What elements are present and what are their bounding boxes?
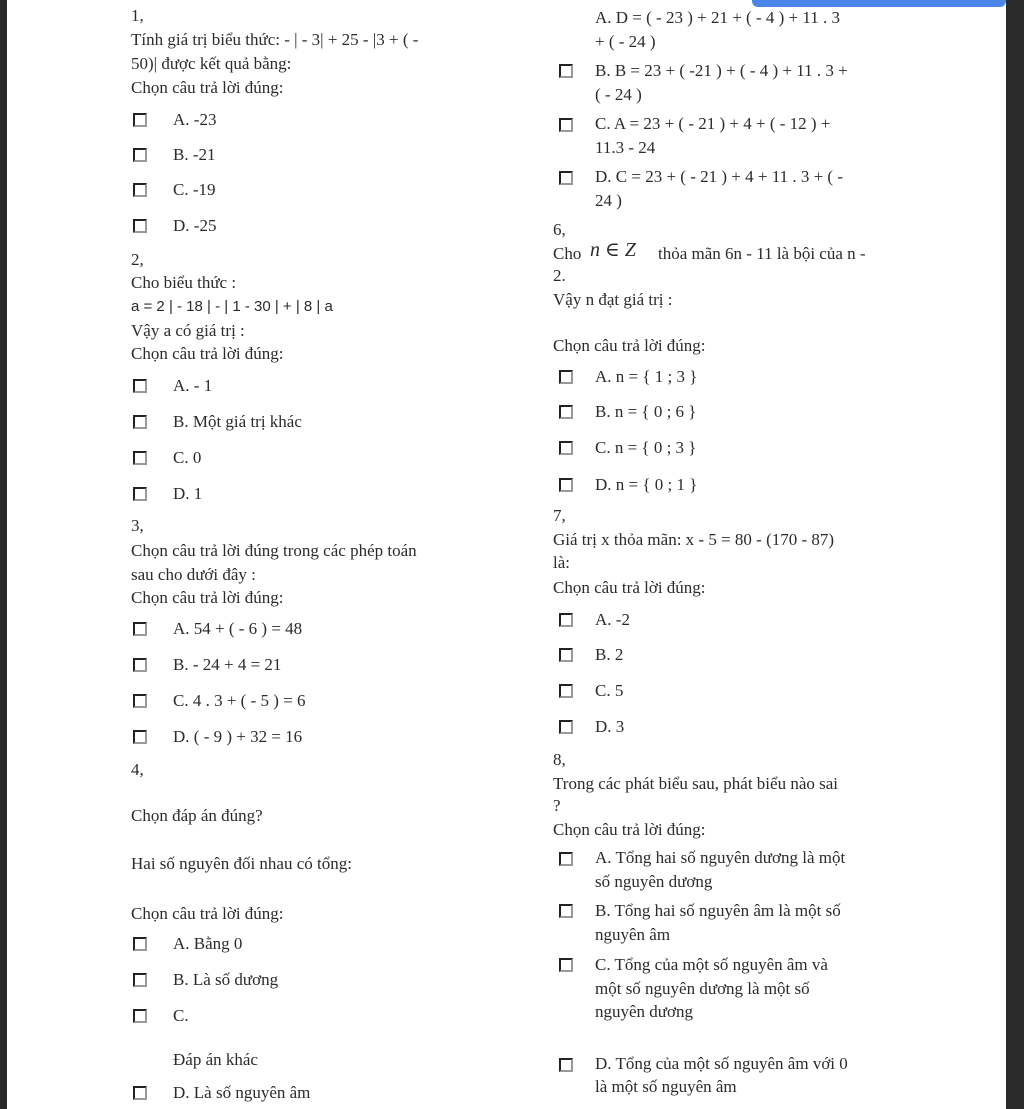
question-stem: Giá trị x thỏa mãn: x - 5 = 80 - (170 - 87)	[553, 530, 835, 549]
question-number: 4,	[131, 760, 144, 779]
option-a-checkbox[interactable]	[133, 379, 147, 393]
option-d-checkbox[interactable]	[559, 171, 573, 185]
option-c-checkbox[interactable]	[559, 684, 573, 698]
question-number: 2,	[131, 250, 144, 269]
option-d-checkbox[interactable]	[133, 1086, 147, 1100]
option-d-label-cont: là một số nguyên âm	[595, 1077, 737, 1096]
answer-prompt: Chọn câu trả lời đúng:	[131, 344, 284, 363]
option-d-label: D. n = { 0 ; 1 }	[595, 475, 698, 494]
option-b-label: B. Một giá trị khác	[173, 412, 302, 431]
option-b-label-cont: nguyên âm	[595, 925, 671, 944]
option-a-checkbox[interactable]	[559, 370, 573, 384]
option-b-checkbox[interactable]	[133, 973, 147, 987]
option-b-checkbox[interactable]	[559, 64, 573, 78]
option-b-checkbox[interactable]	[133, 415, 147, 429]
option-d-label: D. -25	[173, 216, 217, 235]
option-a-checkbox[interactable]	[559, 613, 573, 627]
answer-prompt: Chọn câu trả lời đúng:	[131, 904, 284, 923]
answer-prompt: Chọn câu trả lời đúng:	[553, 336, 706, 355]
option-c-checkbox[interactable]	[133, 694, 147, 708]
option-b-label: B. n = { 0 ; 6 }	[595, 402, 697, 421]
option-d-label: D. Tổng của một số nguyên âm với 0	[595, 1054, 848, 1073]
option-a-checkbox[interactable]	[559, 852, 573, 866]
option-b-checkbox[interactable]	[559, 904, 573, 918]
question-stem: Cho biểu thức :	[131, 273, 237, 292]
option-b-label-cont: ( - 24 )	[595, 85, 642, 104]
option-b-label: B. - 24 + 4 = 21	[173, 655, 282, 674]
question-number: 6,	[553, 220, 566, 239]
option-d-label: D. C = 23 + ( - 21 ) + 4 + 11 . 3 + ( -	[595, 167, 843, 186]
option-c-label-cont: nguyên dương	[595, 1002, 693, 1021]
option-a-label: A. Bằng 0	[173, 934, 243, 953]
question-stem: sau cho dưới đây :	[131, 565, 256, 584]
option-a-label: A. -23	[173, 110, 217, 129]
option-a-label-cont: + ( - 24 )	[595, 32, 656, 51]
question-stem: 50)| được kết quả bằng:	[131, 54, 292, 73]
option-b-label: B. Là số dương	[173, 970, 279, 989]
question-stem: Trong các phát biểu sau, phát biểu nào sai	[553, 774, 838, 793]
math-n-in-z: n ∈ Z	[590, 239, 636, 261]
option-a-label: A. - 1	[173, 376, 213, 395]
option-b-checkbox[interactable]	[559, 405, 573, 419]
answer-prompt: Chọn câu trả lời đúng:	[131, 588, 284, 607]
option-c-checkbox[interactable]	[133, 451, 147, 465]
option-a-checkbox[interactable]	[133, 113, 147, 127]
question-number: 8,	[553, 750, 566, 769]
option-c-label-cont: một số nguyên dương là một số	[595, 979, 810, 998]
question-stem: ?	[553, 796, 561, 815]
option-a-checkbox[interactable]	[133, 622, 147, 636]
answer-prompt: Chọn câu trả lời đúng:	[553, 578, 706, 597]
question-number: 7,	[553, 506, 566, 525]
option-d-label: D. ( - 9 ) + 32 = 16	[173, 727, 303, 746]
top-scrollbar[interactable]	[752, 0, 1006, 7]
question-stem: Chọn đáp án đúng?	[131, 806, 263, 825]
question-stem: Hai số nguyên đối nhau có tổng:	[131, 854, 352, 873]
left-screen-edge	[0, 0, 7, 1109]
answer-prompt: Chọn câu trả lời đúng:	[131, 78, 284, 97]
option-a-checkbox[interactable]	[133, 937, 147, 951]
option-b-label: B. B = 23 + ( -21 ) + ( - 4 ) + 11 . 3 +	[595, 61, 848, 80]
option-b-checkbox[interactable]	[133, 148, 147, 162]
option-d-checkbox[interactable]	[133, 487, 147, 501]
option-c-label-cont: 11.3 - 24	[595, 138, 656, 157]
question-stem: Tính giá trị biểu thức: - | - 3| + 25 - |3 + ( -	[131, 30, 419, 49]
question-stem: Chọn câu trả lời đúng trong các phép toán	[131, 541, 417, 560]
option-c-label: C. 4 . 3 + ( - 5 ) = 6	[173, 691, 306, 710]
option-b-checkbox[interactable]	[133, 658, 147, 672]
option-a-label-cont: số nguyên dương	[595, 872, 713, 891]
option-d-label-cont: 24 )	[595, 191, 622, 210]
option-a-label: A. D = ( - 23 ) + 21 + ( - 4 ) + 11 . 3	[595, 8, 840, 27]
option-c-checkbox[interactable]	[559, 441, 573, 455]
option-c-label: C.	[173, 1006, 189, 1025]
question-number: 3,	[131, 516, 144, 535]
option-c-checkbox[interactable]	[559, 118, 573, 132]
option-c-checkbox[interactable]	[559, 958, 573, 972]
question-expression: a = 2 | - 18 | - | 1 - 30 | + | 8 | a	[131, 298, 333, 315]
option-a-label: A. -2	[595, 610, 630, 629]
option-a-label: A. n = { 1 ; 3 }	[595, 367, 698, 386]
option-d-checkbox[interactable]	[559, 1058, 573, 1072]
option-d-checkbox[interactable]	[559, 720, 573, 734]
question-stem: 2.	[553, 266, 566, 285]
option-d-label: D. 3	[595, 717, 625, 736]
option-d-checkbox[interactable]	[133, 730, 147, 744]
question-stem: thỏa mãn 6n - 11 là bội của n -	[658, 244, 866, 263]
option-b-checkbox[interactable]	[559, 648, 573, 662]
question-stem: là:	[553, 553, 570, 572]
option-b-label: B. -21	[173, 145, 216, 164]
option-c-label: C. 0	[173, 448, 202, 467]
option-c-label: C. n = { 0 ; 3 }	[595, 438, 697, 457]
question-number: 1,	[131, 6, 144, 25]
question-stem: Vậy a có giá trị :	[131, 321, 245, 340]
option-d-checkbox[interactable]	[133, 219, 147, 233]
option-d-label: D. 1	[173, 484, 203, 503]
right-screen-edge	[1006, 0, 1024, 1109]
option-d-checkbox[interactable]	[559, 478, 573, 492]
question-stem: Vậy n đạt giá trị :	[553, 290, 673, 309]
option-b-label: B. 2	[595, 645, 624, 664]
option-c-checkbox[interactable]	[133, 1009, 147, 1023]
option-a-label: A. 54 + ( - 6 ) = 48	[173, 619, 303, 638]
option-c-text: Đáp án khác	[173, 1050, 258, 1069]
option-a-label: A. Tổng hai số nguyên dương là một	[595, 848, 846, 867]
question-stem: Cho	[553, 244, 582, 263]
option-c-label: C. Tổng của một số nguyên âm và	[595, 955, 828, 974]
option-c-label: C. -19	[173, 180, 216, 199]
option-c-checkbox[interactable]	[133, 183, 147, 197]
option-b-label: B. Tổng hai số nguyên âm là một số	[595, 901, 841, 920]
option-d-label: D. Là số nguyên âm	[173, 1083, 311, 1102]
option-c-label: C. 5	[595, 681, 624, 700]
option-c-label: C. A = 23 + ( - 21 ) + 4 + ( - 12 ) +	[595, 114, 831, 133]
answer-prompt: Chọn câu trả lời đúng:	[553, 820, 706, 839]
